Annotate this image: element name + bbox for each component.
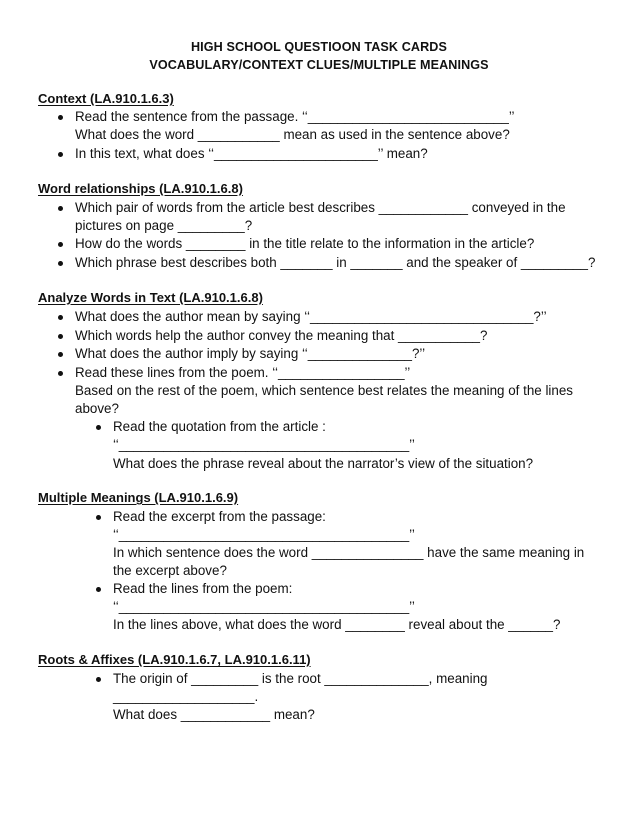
- roots-affixes-question-1: The origin of _________ is the root ______________, meaning: [113, 671, 488, 686]
- multiple-meanings-question-1-cont: In which sentence does the word _______________ have the same meaning in: [113, 545, 585, 560]
- word-relationships-question-3: Which phrase best describes both _______ in _______ and the speaker of _________?: [75, 255, 596, 270]
- section-heading-roots-affixes: Roots & Affixes (LA.910.1.6.7, LA.910.1.6.11): [38, 652, 311, 667]
- bullet: [58, 242, 63, 247]
- page-title-line-2: VOCABULARY/CONTEXT CLUES/MULTIPLE MEANINGS: [149, 58, 489, 72]
- bullet: [58, 315, 63, 320]
- analyze-words-subquestion: Read the quotation from the article :: [113, 419, 326, 434]
- multiple-meanings-question-2: Read the lines from the poem:: [113, 581, 293, 596]
- section-heading-analyze-words: Analyze Words in Text (LA.910.1.6.8): [38, 290, 263, 305]
- bullet: [96, 515, 101, 520]
- multiple-meanings-quote-blank-2: ‘‘_______________________________________’’: [113, 599, 415, 614]
- analyze-words-subquestion-cont: What does the phrase reveal about the narrator’s view of the situation?: [113, 456, 534, 471]
- bullet: [58, 334, 63, 339]
- analyze-words-question-4: Read these lines from the poem. ‘‘_________________’’: [75, 365, 411, 380]
- bullet: [58, 371, 63, 376]
- analyze-words-question-1: What does the author mean by saying ‘‘______________________________?’’: [75, 309, 547, 324]
- bullet: [58, 352, 63, 357]
- bullet: [96, 587, 101, 592]
- context-question-1-cont: What does the word ___________ mean as used in the sentence above?: [75, 127, 510, 142]
- bullet: [58, 115, 63, 120]
- multiple-meanings-question-2-cont: In the lines above, what does the word ________ reveal about the ______?: [113, 617, 561, 632]
- bullet: [96, 677, 101, 682]
- multiple-meanings-question-1: Read the excerpt from the passage:: [113, 509, 326, 524]
- bullet: [58, 261, 63, 266]
- section-heading-word-relationships: Word relationships (LA.910.1.6.8): [38, 181, 243, 196]
- context-question-2: In this text, what does ‘‘______________________’’ mean?: [75, 146, 428, 161]
- word-relationships-question-1-cont: pictures on page _________?: [75, 218, 253, 233]
- roots-affixes-question-1-cont: ___________________.: [113, 689, 259, 704]
- section-heading-context: Context (LA.910.1.6.3): [38, 91, 174, 106]
- analyze-words-question-3: What does the author imply by saying ‘‘______________?’’: [75, 346, 426, 361]
- roots-affixes-question-2: What does ____________ mean?: [113, 707, 315, 722]
- word-relationships-question-1: Which pair of words from the article best describes ____________ conveyed in the: [75, 200, 566, 215]
- context-question-1: Read the sentence from the passage. ‘‘___________________________’’: [75, 109, 515, 124]
- analyze-words-question-4-cont: Based on the rest of the poem, which sentence best relates the meaning of the lines: [75, 383, 573, 398]
- multiple-meanings-question-1-cont-2: the excerpt above?: [113, 563, 227, 578]
- multiple-meanings-quote-blank-1: ‘‘_______________________________________’’: [113, 527, 415, 542]
- bullet: [96, 425, 101, 430]
- word-relationships-question-2: How do the words ________ in the title relate to the information in the article?: [75, 236, 535, 251]
- section-heading-multiple-meanings: Multiple Meanings (LA.910.1.6.9): [38, 490, 239, 505]
- analyze-words-quote-blank: ‘‘_______________________________________’’: [113, 437, 415, 452]
- analyze-words-question-2: Which words help the author convey the meaning that ___________?: [75, 328, 488, 343]
- analyze-words-question-4-cont-2: above?: [75, 401, 119, 416]
- page-title-line-1: HIGH SCHOOL QUESTIOON TASK CARDS: [190, 40, 448, 54]
- bullet: [58, 152, 63, 157]
- bullet: [58, 206, 63, 211]
